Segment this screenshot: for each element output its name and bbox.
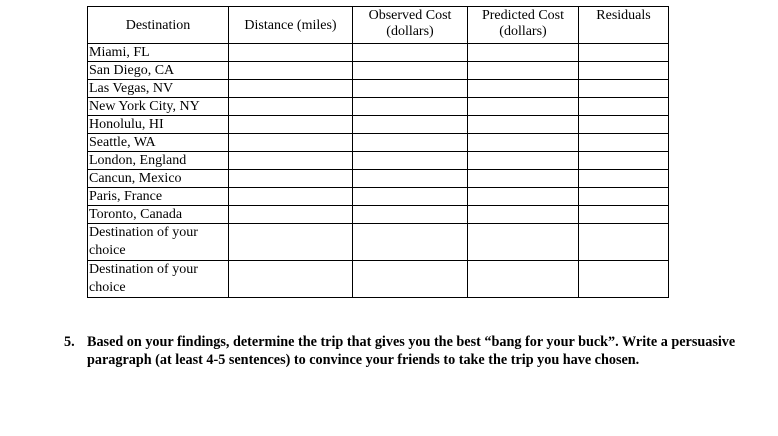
table-row: [88, 152, 669, 170]
destination-cell: Destination of your choice: [88, 224, 229, 261]
predicted-cost-cell[interactable]: [468, 62, 579, 80]
residual-cell[interactable]: [579, 116, 669, 134]
table-row: [88, 44, 669, 62]
observed-cost-cell[interactable]: [353, 98, 468, 116]
residual-cell[interactable]: [579, 188, 669, 206]
observed-cost-cell[interactable]: [353, 80, 468, 98]
table-header-row: [88, 7, 669, 44]
residual-cell[interactable]: [579, 224, 669, 261]
distance-cell[interactable]: [229, 206, 353, 224]
destination-cell: Las Vegas, NV: [88, 80, 229, 98]
distance-cell[interactable]: [229, 62, 353, 80]
destination-cell: Seattle, WA: [88, 134, 229, 152]
observed-cost-cell[interactable]: [353, 62, 468, 80]
header-residuals: Residuals: [579, 7, 669, 44]
observed-cost-cell[interactable]: [353, 188, 468, 206]
destination-cell: Paris, France: [88, 188, 229, 206]
residual-cell[interactable]: [579, 261, 669, 298]
residual-cell[interactable]: [579, 134, 669, 152]
question-number: 5.: [64, 334, 75, 350]
header-distance: Distance (miles): [229, 7, 353, 44]
predicted-cost-cell[interactable]: [468, 116, 579, 134]
header-predicted-cost-line1: Predicted Cost: [481, 8, 565, 23]
residual-cell[interactable]: [579, 80, 669, 98]
residual-cell[interactable]: [579, 44, 669, 62]
distance-cell[interactable]: [229, 44, 353, 62]
header-destination: Destination: [88, 7, 229, 44]
destination-cell: Miami, FL: [88, 44, 229, 62]
residual-cell[interactable]: [579, 170, 669, 188]
observed-cost-cell[interactable]: [353, 116, 468, 134]
destination-cell: Cancun, Mexico: [88, 170, 229, 188]
destination-cell: San Diego, CA: [88, 62, 229, 80]
destination-cell: New York City, NY: [88, 98, 229, 116]
residual-cell[interactable]: [579, 62, 669, 80]
predicted-cost-cell[interactable]: [468, 152, 579, 170]
predicted-cost-cell[interactable]: [468, 206, 579, 224]
distance-cell[interactable]: [229, 170, 353, 188]
header-observed-cost: [353, 7, 468, 44]
predicted-cost-cell[interactable]: [468, 80, 579, 98]
table-row: [88, 134, 669, 152]
table-row: [88, 170, 669, 188]
observed-cost-cell[interactable]: [353, 170, 468, 188]
question-text: Based on your findings, determine the trip that gives you the best “bang for your buck”. Write a persuasive paragraph (at least 4-5 sentences) to convince your friends to take the trip you have chosen.: [87, 334, 736, 368]
distance-cell[interactable]: [229, 98, 353, 116]
predicted-cost-cell[interactable]: [468, 134, 579, 152]
distance-cell[interactable]: [229, 134, 353, 152]
predicted-cost-cell[interactable]: [468, 224, 579, 261]
trip-data-table: [87, 6, 669, 298]
header-predicted-cost: [468, 7, 579, 44]
table-row: [88, 261, 669, 298]
predicted-cost-cell[interactable]: [468, 261, 579, 298]
predicted-cost-cell[interactable]: [468, 170, 579, 188]
observed-cost-cell[interactable]: [353, 134, 468, 152]
header-observed-cost-line2: (dollars): [386, 24, 434, 39]
residual-cell[interactable]: [579, 98, 669, 116]
distance-cell[interactable]: [229, 152, 353, 170]
table-row: [88, 80, 669, 98]
observed-cost-cell[interactable]: [353, 224, 468, 261]
destination-cell: Destination of your choice: [88, 261, 229, 298]
distance-cell[interactable]: [229, 261, 353, 298]
observed-cost-cell[interactable]: [353, 206, 468, 224]
observed-cost-cell[interactable]: [353, 152, 468, 170]
distance-cell[interactable]: [229, 116, 353, 134]
table-row: [88, 224, 669, 261]
table-row: [88, 116, 669, 134]
destination-cell: Honolulu, HI: [88, 116, 229, 134]
residual-cell[interactable]: [579, 152, 669, 170]
question-5: [64, 333, 754, 369]
destination-cell: London, England: [88, 152, 229, 170]
table-row: [88, 62, 669, 80]
predicted-cost-cell[interactable]: [468, 188, 579, 206]
table-row: [88, 98, 669, 116]
table-row: [88, 206, 669, 224]
predicted-cost-cell[interactable]: [468, 98, 579, 116]
distance-cell[interactable]: [229, 80, 353, 98]
observed-cost-cell[interactable]: [353, 261, 468, 298]
distance-cell[interactable]: [229, 188, 353, 206]
header-observed-cost-line1: Observed Cost: [368, 8, 452, 23]
table-row: [88, 188, 669, 206]
observed-cost-cell[interactable]: [353, 44, 468, 62]
destination-cell: Toronto, Canada: [88, 206, 229, 224]
header-predicted-cost-line2: (dollars): [499, 24, 547, 39]
predicted-cost-cell[interactable]: [468, 44, 579, 62]
residual-cell[interactable]: [579, 206, 669, 224]
distance-cell[interactable]: [229, 224, 353, 261]
